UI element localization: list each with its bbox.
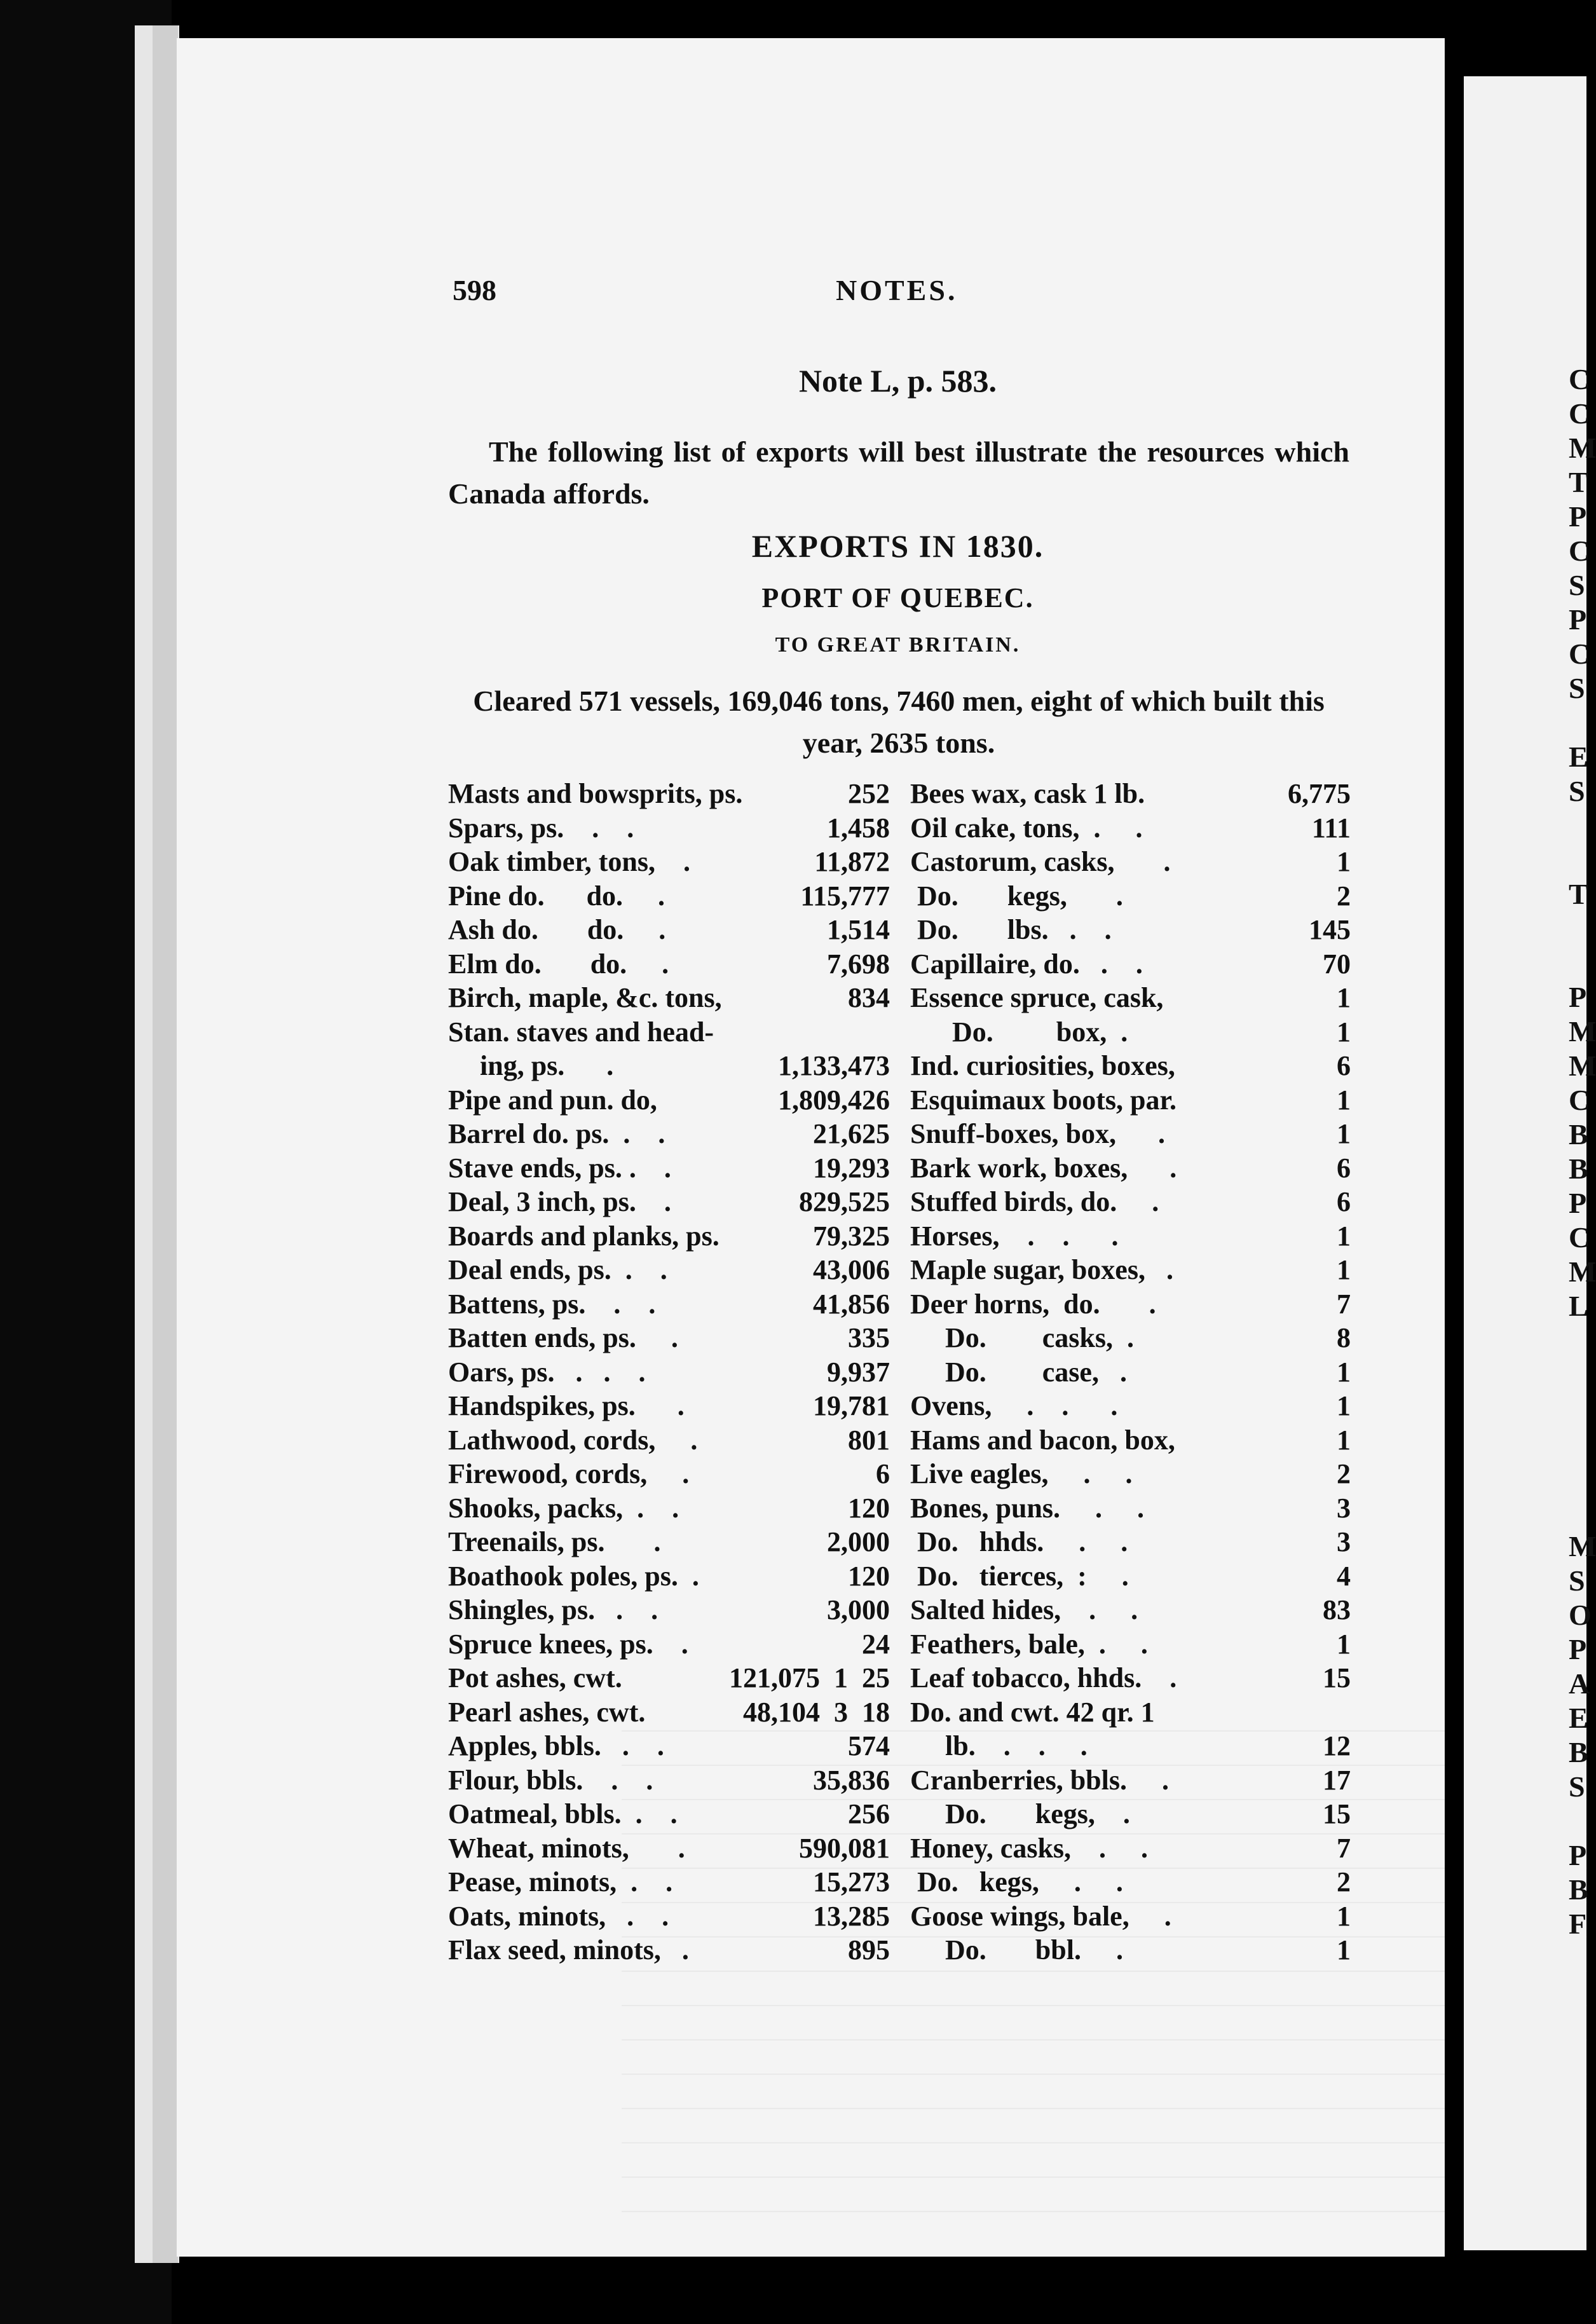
export-row <box>910 1015 1351 1049</box>
facing-page-letter: E <box>1569 1702 1588 1734</box>
export-item-value: 13,285 <box>813 1900 890 1932</box>
export-item-value: 2 <box>1337 1866 1351 1897</box>
facing-page-letter: P <box>1569 981 1587 1013</box>
export-item-value: 19,293 <box>813 1152 890 1184</box>
export-item-label: Oatmeal, bbls. . . <box>448 1798 678 1829</box>
facing-page-letter <box>1569 912 1586 946</box>
export-row <box>448 1287 890 1322</box>
intro-paragraph: The following list of exports will best illustrate the resources which Canada affords. <box>448 435 1349 510</box>
export-item-label: Cranberries, bbls. . <box>910 1764 1169 1796</box>
export-item-label: Do. case, . <box>910 1356 1127 1388</box>
facing-page-letter: O <box>1569 1599 1592 1631</box>
export-item-value: 1 <box>1337 1084 1351 1116</box>
facing-page-letter: S <box>1569 775 1585 807</box>
export-item-value: 1 <box>1337 1118 1351 1149</box>
export-row <box>910 1763 1351 1798</box>
export-item-label: Pearl ashes, cwt. <box>448 1696 646 1728</box>
export-row <box>910 1083 1351 1118</box>
export-item-label: Deal, 3 inch, ps. . <box>448 1186 671 1217</box>
export-row <box>448 1049 890 1083</box>
export-row <box>910 1797 1351 1831</box>
facing-page-letter: A <box>1569 1667 1590 1700</box>
export-item-value: 12 <box>1323 1730 1351 1761</box>
export-item-value: 1,133,473 <box>778 1050 890 1081</box>
export-row <box>448 1185 890 1219</box>
export-item-label: Maple sugar, boxes, . <box>910 1254 1173 1285</box>
export-item-label: Batten ends, ps. . <box>448 1322 678 1353</box>
facing-page-letter: S <box>1569 672 1585 704</box>
export-item-label: Pease, minots, . . <box>448 1866 673 1897</box>
export-item-label: Do. bbl. . <box>910 1934 1123 1965</box>
facing-page-letter: C <box>1569 1221 1590 1254</box>
export-row <box>448 1117 890 1151</box>
export-item-value: 15 <box>1323 1662 1351 1693</box>
export-item-label: Oak timber, tons, . <box>448 846 690 877</box>
export-row <box>448 1491 890 1526</box>
export-item-value: 4 <box>1337 1560 1351 1592</box>
facing-page-letter: P <box>1569 500 1587 533</box>
export-item-label: Honey, casks, . . <box>910 1832 1149 1864</box>
facing-page-letter: S <box>1569 1564 1585 1597</box>
export-item-label: ing, ps. . <box>480 1050 614 1081</box>
export-row <box>910 1321 1351 1355</box>
export-item-label: Hams and bacon, box, <box>910 1424 1175 1456</box>
port-heading: PORT OF QUEBEC. <box>761 582 1034 613</box>
export-item-value: 6 <box>1337 1186 1351 1217</box>
export-item-label: Wheat, minots, . <box>448 1832 685 1864</box>
export-row <box>910 1151 1351 1186</box>
export-item-label: Stan. staves and head- <box>448 1016 714 1048</box>
facing-page-letter <box>1569 1461 1586 1495</box>
export-item-label: Salted hides, . . <box>910 1594 1138 1625</box>
facing-page-letter: M <box>1569 432 1596 464</box>
export-row <box>910 1865 1351 1899</box>
export-item-label: Do. casks, . <box>910 1322 1135 1353</box>
export-item-value: 35,836 <box>813 1764 890 1796</box>
export-row <box>448 1321 890 1355</box>
export-row <box>910 1389 1351 1423</box>
export-item-label: Bones, puns. . . <box>910 1492 1145 1524</box>
export-item-label: Castorum, casks, . <box>910 846 1171 877</box>
exports-right-column <box>910 777 1351 1967</box>
export-item-label: Barrel do. ps. . . <box>448 1118 665 1149</box>
export-item-label: Ind. curiosities, boxes, <box>910 1050 1175 1081</box>
export-row <box>448 947 890 981</box>
export-row <box>910 1933 1351 1967</box>
export-item-label: Boards and planks, ps. <box>448 1220 720 1252</box>
export-row <box>910 1559 1351 1594</box>
export-item-label: Live eagles, . . <box>910 1458 1133 1489</box>
export-item-value: 83 <box>1323 1594 1351 1625</box>
export-item-value: 43,006 <box>813 1254 890 1285</box>
export-item-value: 19,781 <box>813 1390 890 1421</box>
export-item-label: Battens, ps. . . <box>448 1288 656 1320</box>
export-item-value: 6 <box>876 1458 890 1489</box>
export-item-label: Goose wings, bale, . <box>910 1900 1171 1932</box>
facing-page-letter <box>1569 1426 1586 1461</box>
export-row <box>448 1015 890 1049</box>
facing-page-letter: C <box>1569 535 1590 567</box>
export-row <box>910 1831 1351 1866</box>
export-row <box>910 811 1351 845</box>
export-item-value: 829,525 <box>799 1186 890 1217</box>
export-row <box>448 1083 890 1118</box>
export-item-value: 895 <box>848 1934 890 1965</box>
export-item-value: 79,325 <box>813 1220 890 1252</box>
export-item-value: 121,075 1 25 <box>729 1662 890 1693</box>
export-row <box>448 1253 890 1287</box>
export-item-value: 70 <box>1323 948 1351 980</box>
facing-page-letter: M <box>1569 1015 1596 1048</box>
export-row <box>448 777 890 811</box>
export-item-label: Ash do. do. . <box>448 914 666 945</box>
export-item-value: 252 <box>848 778 890 809</box>
export-item-value: 11,872 <box>814 846 890 877</box>
export-row <box>448 1695 890 1730</box>
running-head: NOTES. <box>836 274 958 306</box>
export-item-value: 1 <box>1337 1934 1351 1965</box>
facing-page-letter <box>1569 946 1586 980</box>
export-item-label: Spars, ps. . . <box>448 812 634 844</box>
export-item-label: Esquimaux boots, par. <box>910 1084 1177 1116</box>
exports-left-column <box>448 777 890 1967</box>
export-item-value: 15,273 <box>813 1866 890 1897</box>
export-item-label: Stuffed birds, do. . <box>910 1186 1159 1217</box>
export-item-value: 24 <box>862 1628 890 1660</box>
export-item-label: Deer horns, do. . <box>910 1288 1156 1320</box>
export-row <box>910 981 1351 1015</box>
export-item-value: 1 <box>1337 1016 1351 1048</box>
export-row <box>448 913 890 947</box>
export-item-label: Ovens, . . . <box>910 1390 1118 1421</box>
export-item-label: Lathwood, cords, . <box>448 1424 698 1456</box>
export-item-value: 7 <box>1337 1832 1351 1864</box>
export-item-label: Leaf tobacco, hhds. . <box>910 1662 1177 1693</box>
export-row <box>448 1865 890 1899</box>
export-row <box>910 947 1351 981</box>
export-item-value: 256 <box>848 1798 890 1829</box>
export-item-value: 145 <box>1309 914 1351 945</box>
export-row <box>448 1151 890 1186</box>
export-row <box>910 777 1351 811</box>
export-item-value: 801 <box>848 1424 890 1456</box>
facing-page-letter: P <box>1569 603 1587 636</box>
export-row <box>910 1491 1351 1526</box>
cleared-summary: Cleared 571 vessels, 169,046 tons, 7460 men, eight of which built this year, 2635 tons. <box>473 685 1325 759</box>
export-row <box>910 845 1351 879</box>
export-item-value: 1,458 <box>827 812 890 844</box>
export-item-value: 3,000 <box>827 1594 890 1625</box>
facing-page-letter <box>1569 1804 1586 1838</box>
export-item-value: 2,000 <box>827 1526 890 1557</box>
facing-page-letter: P <box>1569 1633 1587 1665</box>
export-row <box>910 1899 1351 1934</box>
export-item-label: Boathook poles, ps. . <box>448 1560 699 1592</box>
export-item-label: Stave ends, ps. . . <box>448 1152 671 1184</box>
export-item-label: Elm do. do. . <box>448 948 669 980</box>
export-item-value: 1 <box>1337 1390 1351 1421</box>
export-row <box>448 1355 890 1390</box>
export-item-label: Oats, minots, . . <box>448 1900 669 1932</box>
facing-page-letter: E <box>1569 741 1588 773</box>
export-item-label: Shooks, packs, . . <box>448 1492 679 1524</box>
facing-page-letter: B <box>1569 1873 1588 1906</box>
facing-page-letter <box>1569 1323 1586 1358</box>
export-row <box>448 845 890 879</box>
export-item-value: 120 <box>848 1492 890 1524</box>
export-row <box>910 1593 1351 1627</box>
export-row <box>448 1627 890 1662</box>
export-row <box>448 1661 890 1695</box>
facing-page-letter: M <box>1569 1049 1596 1082</box>
export-item-value: 1 <box>1337 1628 1351 1660</box>
export-row <box>448 1831 890 1866</box>
export-row <box>448 811 890 845</box>
export-item-label: Spruce knees, ps. . <box>448 1628 688 1660</box>
export-row <box>448 1423 890 1458</box>
export-item-value: 1 <box>1337 1254 1351 1285</box>
export-row <box>448 1729 890 1763</box>
export-item-value: 120 <box>848 1560 890 1592</box>
facing-page-letter <box>1569 843 1586 877</box>
export-item-label: Horses, . . . <box>910 1220 1119 1252</box>
facing-page-letter: C <box>1569 397 1590 430</box>
export-row <box>910 1355 1351 1390</box>
export-item-value: 9,937 <box>827 1356 890 1388</box>
export-row <box>910 913 1351 947</box>
export-item-label: Shingles, ps. . . <box>448 1594 658 1625</box>
note-title: Note L, p. 583. <box>798 363 997 399</box>
export-item-label: Flour, bbls. . . <box>448 1764 653 1796</box>
export-item-label: Do. tierces, : . <box>910 1560 1129 1592</box>
export-item-value: 3 <box>1337 1492 1351 1524</box>
export-item-value: 7,698 <box>827 948 890 980</box>
export-row <box>910 1287 1351 1322</box>
export-item-label: Pipe and pun. do, <box>448 1084 657 1116</box>
export-row <box>448 1525 890 1559</box>
export-item-label: lb. . . . <box>910 1730 1088 1761</box>
export-row <box>910 1253 1351 1287</box>
export-item-value: 1,514 <box>827 914 890 945</box>
page-stack-edge-inner <box>153 25 178 2263</box>
export-item-value: 8 <box>1337 1322 1351 1353</box>
export-item-value: 1,809,426 <box>778 1084 890 1116</box>
export-item-value: 17 <box>1323 1764 1351 1796</box>
export-item-value: 2 <box>1337 880 1351 912</box>
export-row <box>910 1695 1351 1730</box>
export-item-value: 6,775 <box>1288 778 1351 809</box>
export-item-label: Snuff-boxes, box, . <box>910 1118 1165 1149</box>
facing-page-letter: M <box>1569 1255 1596 1288</box>
destination-heading: TO GREAT BRITAIN. <box>775 633 1021 657</box>
export-row <box>910 1185 1351 1219</box>
export-item-value: 1 <box>1337 982 1351 1013</box>
export-row <box>448 1899 890 1934</box>
export-row <box>448 1797 890 1831</box>
export-item-value: 21,625 <box>813 1118 890 1149</box>
export-item-label: Do. and cwt. 42 qr. 1 <box>910 1696 1155 1728</box>
export-item-value: 1 <box>1337 1900 1351 1932</box>
export-item-label: Handspikes, ps. . <box>448 1390 685 1421</box>
export-row <box>448 879 890 913</box>
book-gutter <box>1445 0 1464 2324</box>
export-row <box>448 1457 890 1491</box>
export-item-label: Capillaire, do. . . <box>910 948 1143 980</box>
exports-heading: EXPORTS IN 1830. <box>751 528 1044 564</box>
facing-page-letter <box>1569 1392 1586 1426</box>
export-item-value: 1 <box>1337 1424 1351 1456</box>
export-row <box>448 1559 890 1594</box>
export-item-label: Pot ashes, cwt. <box>448 1662 622 1693</box>
export-item-value: 48,104 3 18 <box>743 1696 890 1728</box>
export-item-label: Firewood, cords, . <box>448 1458 690 1489</box>
facing-page-letter: S <box>1569 1770 1585 1803</box>
export-item-value: 115,777 <box>800 880 890 912</box>
export-item-value: 574 <box>848 1730 890 1761</box>
export-item-label: Do. lbs. . . <box>910 914 1112 945</box>
export-item-label: Essence spruce, cask, <box>910 982 1164 1013</box>
export-item-value: 6 <box>1337 1152 1351 1184</box>
export-item-value: 590,081 <box>799 1832 890 1864</box>
export-item-label: Bees wax, cask 1 lb. <box>910 778 1145 809</box>
export-item-label: Do. hhds. . . <box>910 1526 1128 1557</box>
facing-page-letter: M <box>1569 1530 1596 1562</box>
export-item-label: Oars, ps. . . . <box>448 1356 646 1388</box>
export-row <box>448 1593 890 1627</box>
export-item-label: Pine do. do. . <box>448 880 665 912</box>
export-item-label: Feathers, bale, . . <box>910 1628 1148 1660</box>
export-row <box>448 1763 890 1798</box>
facing-page-letter: B <box>1569 1118 1588 1151</box>
facing-page-letter: L <box>1569 1290 1588 1322</box>
export-row <box>910 1627 1351 1662</box>
export-item-label: Do. kegs, . . <box>910 1866 1123 1897</box>
export-item-label: Do. kegs, . <box>910 880 1123 912</box>
facing-page-letter: F <box>1569 1908 1587 1940</box>
export-item-value: 7 <box>1337 1288 1351 1320</box>
facing-page-letter: P <box>1569 1187 1587 1219</box>
export-row <box>910 879 1351 913</box>
export-row <box>910 1457 1351 1491</box>
export-item-label: Birch, maple, &c. tons, <box>448 982 722 1013</box>
export-item-label: Masts and bowsprits, ps. <box>448 778 743 809</box>
export-row <box>448 981 890 1015</box>
export-row <box>910 1729 1351 1763</box>
export-item-label: Flax seed, minots, . <box>448 1934 689 1965</box>
export-item-value: 1 <box>1337 1356 1351 1388</box>
export-item-label: Do. kegs, . <box>910 1798 1130 1829</box>
export-item-label: Treenails, ps. . <box>448 1526 661 1557</box>
export-row <box>910 1525 1351 1559</box>
facing-page-letter: T <box>1569 466 1588 498</box>
facing-page-letter: C <box>1569 638 1590 670</box>
facing-page-letters <box>1569 362 1596 1941</box>
facing-page-letter: S <box>1569 569 1585 601</box>
export-item-value: 15 <box>1323 1798 1351 1829</box>
facing-page-letter: P <box>1569 1839 1587 1871</box>
export-row <box>448 1389 890 1423</box>
export-item-value: 41,856 <box>813 1288 890 1320</box>
export-row <box>910 1661 1351 1695</box>
export-row <box>910 1049 1351 1083</box>
facing-page-letter: T <box>1569 878 1588 910</box>
export-row <box>910 1117 1351 1151</box>
export-item-label: Apples, bbls. . . <box>448 1730 664 1761</box>
export-row <box>910 1219 1351 1254</box>
export-item-label: Oil cake, tons, . . <box>910 812 1143 844</box>
export-item-value: 3 <box>1337 1526 1351 1557</box>
export-item-label: Do. box, . <box>910 1016 1128 1048</box>
facing-page-letter <box>1569 1495 1586 1529</box>
facing-page-letter: C <box>1569 1084 1590 1116</box>
facing-page-letter <box>1569 809 1586 843</box>
export-row <box>448 1219 890 1254</box>
export-item-value: 2 <box>1337 1458 1351 1489</box>
facing-page-letter <box>1569 1358 1586 1392</box>
facing-page-letter: B <box>1569 1736 1588 1768</box>
facing-page-letter: C <box>1569 363 1590 395</box>
export-item-value: 834 <box>848 982 890 1013</box>
export-item-label: Deal ends, ps. . . <box>448 1254 667 1285</box>
facing-page-letter: B <box>1569 1152 1588 1185</box>
export-row <box>910 1423 1351 1458</box>
export-item-value: 111 <box>1311 812 1351 844</box>
export-item-value: 1 <box>1337 846 1351 877</box>
page-number: 598 <box>453 274 496 306</box>
export-item-label: Bark work, boxes, . <box>910 1152 1177 1184</box>
export-item-value: 335 <box>848 1322 890 1353</box>
export-row <box>448 1933 890 1967</box>
facing-page-letter <box>1569 706 1586 740</box>
export-item-value: 6 <box>1337 1050 1351 1081</box>
export-item-value: 1 <box>1337 1220 1351 1252</box>
